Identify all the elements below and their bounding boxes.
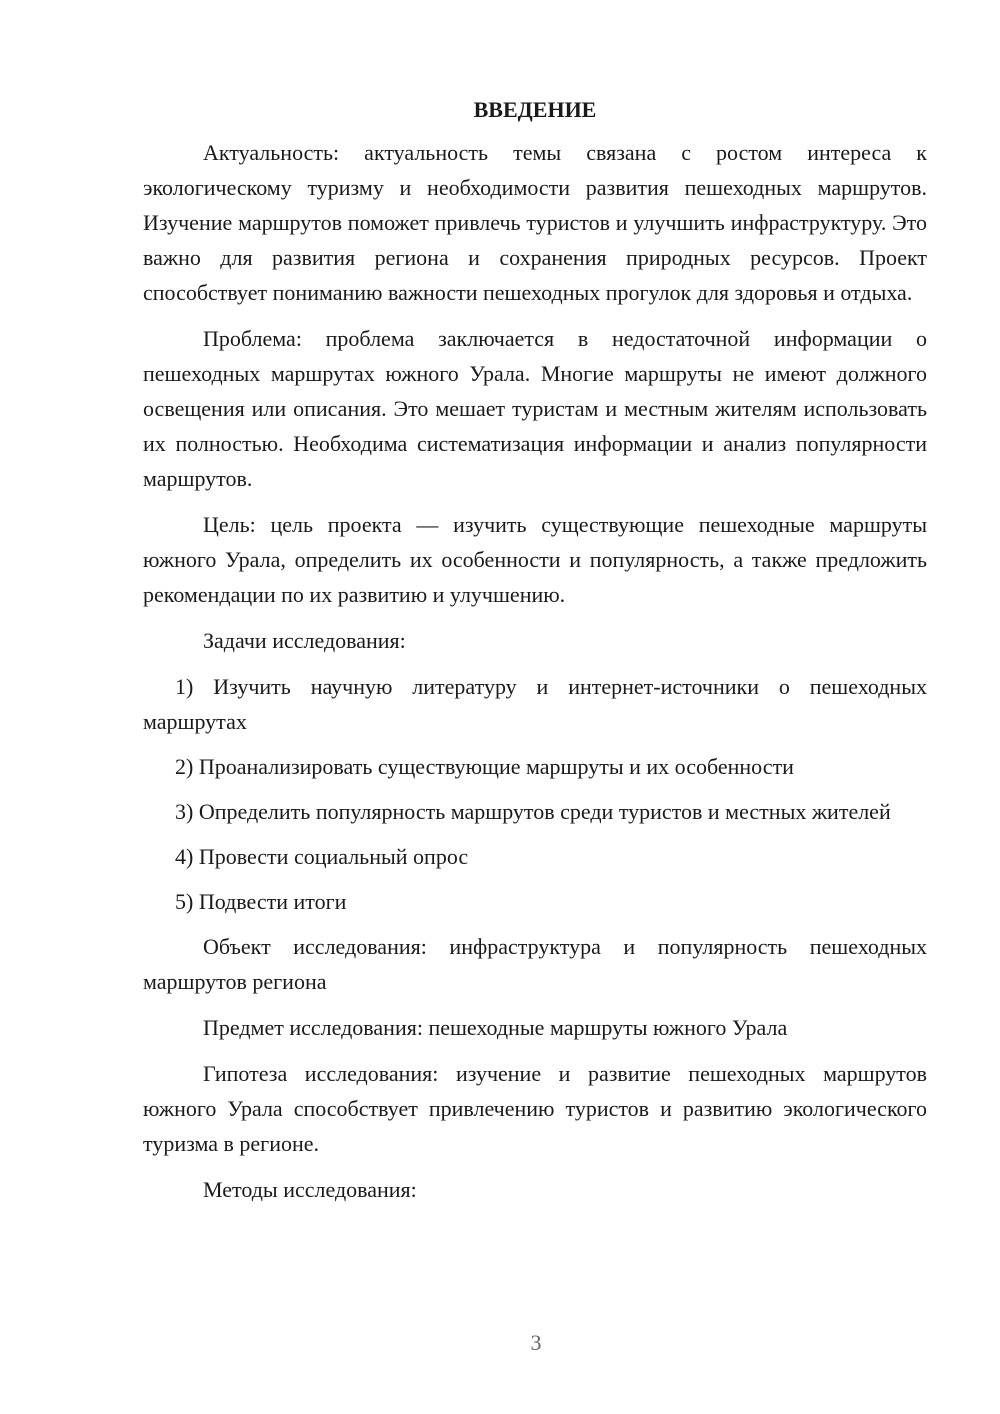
methods-heading: Методы исследования: (203, 1177, 417, 1202)
goal-paragraph: Цель: цель проекта — изучить существующие пешеходные маршруты южного Урала, определить их особенности и популярность, а также предложить рекомендации по их развитию и улучшению. (143, 512, 927, 607)
hypothesis-paragraph: Гипотеза исследования: изучение и развитие пешеходных маршрутов южного Урала способствует привлечению туристов и развитию экологического туризма в регионе. (143, 1061, 927, 1156)
task-item: 1) Изучить научную литературу и интернет-источники о пешеходных маршрутах (143, 674, 927, 734)
page-title: ВВЕДЕНИЕ (473, 97, 597, 122)
document-body (143, 95, 927, 1218)
object-paragraph: Объект исследования: инфраструктура и популярность пешеходных маршрутов региона (143, 934, 927, 994)
task-item: 5) Подвести итоги (175, 889, 347, 914)
relevance-paragraph: Актуальность: актуальность темы связана с ростом интереса к экологическому туризму и необходимости развития пешеходных маршрутов. Изучение маршрутов поможет привлечь туристов и улучшить инфраструктуру. Это важно для развития региона и сохранения природных ресурсов. Проект способствует пониманию важности пешеходных прогулок для здоровья и отдыха. (143, 140, 927, 305)
tasks-heading: Задачи исследования: (203, 628, 406, 653)
problem-paragraph: Проблема: проблема заключается в недостаточной информации о пешеходных маршрутах южного Урала. Многие маршруты не имеют должного освещения или описания. Это мешает туристам и местным жителям использовать их полностью. Необходима систематизация информации и анализ популярности маршрутов. (143, 326, 927, 491)
task-item: 3) Определить популярность маршрутов среди туристов и местных жителей (175, 799, 891, 824)
subject-paragraph: Предмет исследования: пешеходные маршруты южного Урала (203, 1015, 788, 1040)
task-item: 2) Проанализировать существующие маршруты и их особенности (175, 754, 794, 779)
page-number: 3 (530, 1330, 542, 1355)
task-item: 4) Провести социальный опрос (175, 844, 469, 869)
